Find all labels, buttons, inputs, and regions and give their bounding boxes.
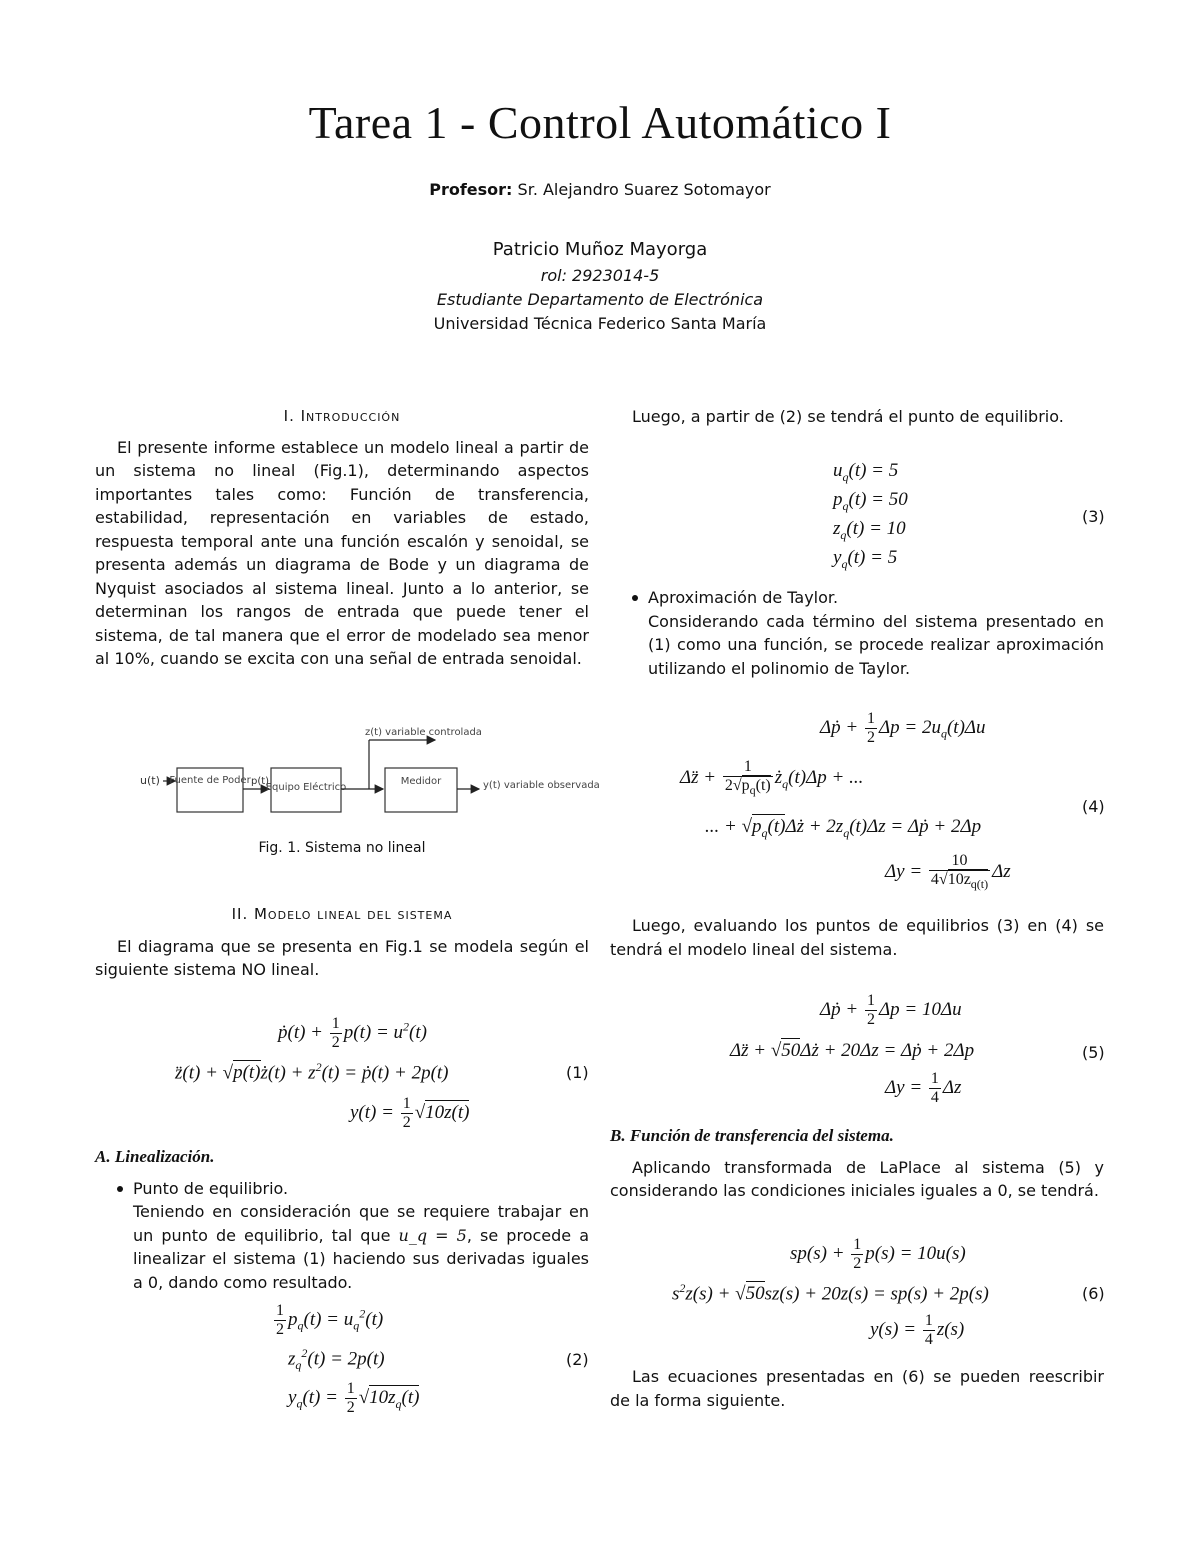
intro-paragraph: El presente informe establece un modelo lineal a partir de un sistema no lineal (Fig.1), determinando aspectos importantes tales como: Función de transferencia, estabilidad, representación en variables de estado, respuesta temporal ante una función escalón y senoidal, se presenta además un diagrama de Bode y un diagrama de Nyquist asociados al sistema lineal. Junto a lo anterior, se determinan los rangos de entrada que puede tener el sistema, de tal manera que el error de modelado sea menor al 10%, cuando se excita con una señal de entrada senoidal.	[95, 437, 589, 668]
equilibrium-text-b: , se procede a linealizar el sistema (1) haciendo sus derivadas iguales a 0, dando como resultado.	[133, 1225, 590, 1292]
output-label: y(t) variable observada	[483, 780, 600, 791]
eq5-line3: Δy = $\frac{1}{4}$ Δz	[885, 1070, 962, 1106]
author-rol: rol: 2923014-5	[540, 266, 660, 285]
eq1-line2: z̈(t) + √p(t)ż(t) + $z^2(t)$ = ṗ(t) + 2p(t)	[175, 1060, 449, 1084]
author-university: Universidad Técnica Federico Santa María	[433, 314, 767, 333]
model-paragraph: El diagrama que se presenta en Fig.1 se modela según el siguiente sistema NO lineal.	[95, 936, 589, 979]
eq1-line1: ṗ(t) + $\frac{1}{2}$ $p(t) = u^2(t)$	[278, 1015, 427, 1051]
bullet-equilibrium-text	[133, 1200, 589, 1294]
eq2-line2: $z_q^2(t) = 2p(t)$	[288, 1346, 385, 1373]
eq5-line1: Δṗ + $\frac{1}{2}$ Δp = 10Δu	[820, 992, 962, 1028]
closing-paragraph: Las ecuaciones presentadas en (6) se pueden reescribir de la forma siguiente.	[610, 1367, 1104, 1410]
input-label: u(t)	[140, 774, 160, 787]
eq6-line2: $s^2z(s) + √50sz(s) + 20z(s) = sp(s) + 2p(s)$	[672, 1281, 989, 1305]
paper-title: Tarea 1 - Control Automático I	[308, 97, 892, 148]
eq6-number: (6)	[1082, 1284, 1105, 1303]
electric-equipment-text: Equipo Eléctrico	[265, 782, 347, 793]
bullet-taylor	[610, 586, 1104, 680]
intro-section	[95, 405, 589, 671]
eq3-line4: $y_q(t) = 5$	[833, 547, 898, 571]
eq5-line2: Δz̈ + √50Δż + 20Δz = Δṗ + 2Δp	[730, 1040, 975, 1061]
sub-heading-a: A. Linealización.	[95, 1147, 215, 1166]
eq3-line3: $z_q(t) = 10$	[833, 518, 906, 542]
eq4-line3: ... + $√p_q(t)\Delta ż + 2z_q(t)\Delta z$ = Δṗ + 2Δp	[705, 816, 982, 840]
signal-p-label: p(t)	[251, 776, 270, 787]
eq4-line4: Δy = $\frac{10}{4√10z_{q(t)}}$ Δz	[885, 852, 1011, 892]
bullet-equilibrium-title: Punto de equilibrio.	[133, 1178, 289, 1198]
eq4-line2: Δz̈ + $\frac{1}{2√p_q(t)}$ $ż_q(t)\Delta p$ + ...	[680, 758, 864, 798]
model-section	[95, 903, 589, 982]
sub-heading-b: B. Función de transferencia del sistema.	[610, 1126, 894, 1145]
right-intro-paragraph: Luego, a partir de (2) se tendrá el punto de equilibrio.	[632, 407, 1064, 426]
laplace-paragraph: Aplicando transformada de LaPlace al sistema (5) y considerando las condiciones iniciales iguales a 0, se tendrá.	[610, 1157, 1104, 1200]
equilibrium-uq: u_q = 5	[398, 1225, 467, 1245]
eq3-line1: $u_q(t) = 5$	[833, 460, 899, 484]
power-source-label	[169, 775, 251, 786]
eq5-number: (5)	[1082, 1043, 1105, 1062]
closing-block	[610, 1365, 1104, 1412]
professor-name: Sr. Alejandro Suarez Sotomayor	[517, 180, 771, 199]
figure-caption: Fig. 1. Sistema no lineal	[258, 840, 426, 856]
controlled-variable-label: z(t) variable controlada	[365, 727, 482, 738]
equilibrium-intro	[610, 405, 1104, 429]
bullet-taylor-text: Considerando cada término del sistema presentado en (1) como una función, se procede realizar aproximación utilizando el polinomio de Taylor.	[648, 611, 1104, 678]
professor-line	[0, 180, 1200, 199]
meter-text: Medidor	[400, 776, 442, 787]
eval-paragraph: Luego, evaluando los puntos de equilibrios (3) en (4) se tendrá el modelo lineal del sistema.	[610, 916, 1104, 959]
eq4-line1: Δṗ + $\frac{1}{2}$ $\Delta p = 2u_q(t)\Delta u$	[820, 710, 986, 746]
eq3-number: (3)	[1082, 507, 1105, 526]
eq6-line3: y(s) = $\frac{1}{4}$ z(s)	[870, 1312, 965, 1348]
power-source-text: Fuente de Poder	[169, 775, 251, 786]
eq6-line1: sp(s) + $\frac{1}{2}$ p(s) = 10u(s)	[790, 1236, 966, 1272]
eq2-line1: $\frac{1}{2}$ $p_q(t) = u_q^2(t)$	[276, 1302, 384, 1338]
bullet-taylor-title: Aproximación de Taylor.	[648, 588, 839, 607]
author-name: Patricio Muñoz Mayorga	[492, 239, 708, 260]
taylor-section	[610, 586, 1104, 680]
linearization-section	[95, 1145, 589, 1294]
meter-block	[385, 768, 457, 812]
model-heading: II. Modelo lineal del sistema	[231, 905, 453, 923]
bullet-equilibrium	[95, 1177, 589, 1295]
system-block-diagram	[135, 720, 600, 825]
eq4-number: (4)	[1082, 797, 1105, 816]
equilibrium-text-a: Teniendo en consideración que se requiere trabajar en un punto de equilibrio, tal que	[133, 1202, 589, 1245]
professor-label: Profesor:	[429, 180, 513, 199]
eq1-number: (1)	[566, 1063, 589, 1082]
evaluation-paragraph-block	[610, 914, 1104, 961]
eq3-line2: $p_q(t) = 50$	[833, 489, 908, 513]
intro-heading: I. Introducción	[283, 407, 401, 425]
transfer-function-section	[610, 1124, 1104, 1203]
eq2-line3: $y_q(t)$ = $\frac{1}{2}$ $√10z_q(t)$	[288, 1380, 420, 1416]
author-department: Estudiante Departamento de Electrónica	[436, 290, 764, 309]
eq1-line3: y(t) = $\frac{1}{2}$ √10z(t)	[350, 1095, 470, 1131]
eq2-number: (2)	[566, 1350, 589, 1369]
